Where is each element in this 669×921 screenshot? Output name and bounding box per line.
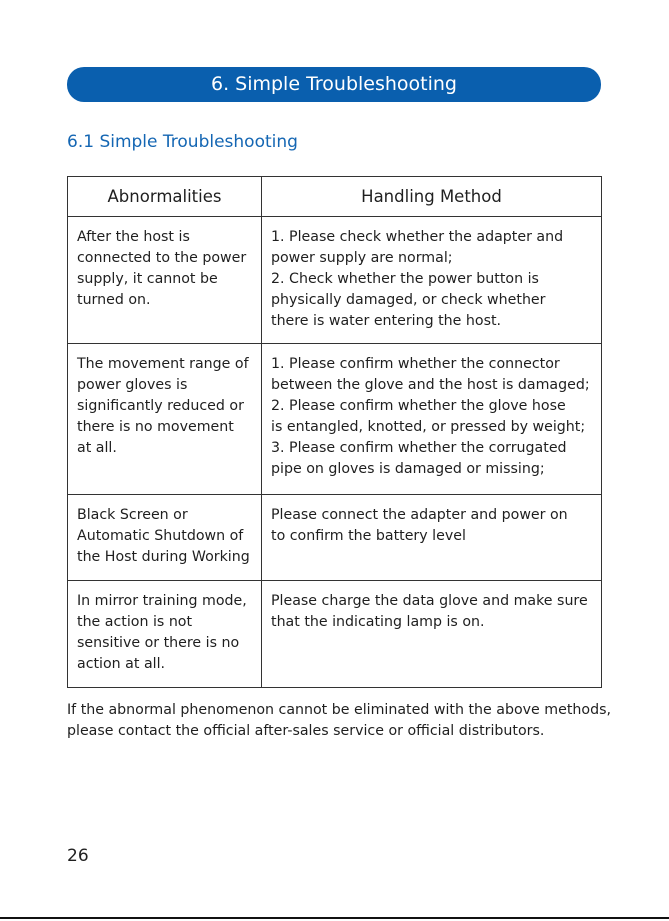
abnormality-cell: In mirror training mode, the action is not sensitive or there is no action at all. bbox=[68, 581, 262, 688]
handling-method-cell: Please connect the adapter and power on to confirm the battery level bbox=[262, 495, 602, 581]
handling-method-cell: 1. Please confirm whether the connector between the glove and the host is damaged; 2. Please confirm whether the glove hose is entangled, knotted, or pressed by weight; 3. Please confirm whether the corrugated pipe on gloves is damaged or missing; bbox=[262, 344, 602, 495]
table-header-row bbox=[68, 177, 602, 217]
support-note: If the abnormal phenomenon cannot be eliminated with the above methods, please contact the official after-sales service or official distributors. bbox=[67, 702, 611, 739]
column-header-handling-method: Handling Method bbox=[262, 177, 602, 217]
handling-method-cell: Please charge the data glove and make sure that the indicating lamp is on. bbox=[262, 581, 602, 688]
column-header-abnormalities: Abnormalities bbox=[68, 177, 262, 217]
table-row bbox=[68, 217, 602, 344]
handling-method-cell: 1. Please check whether the adapter and power supply are normal; 2. Check whether the power button is physically damaged, or check whether there is water entering the host. bbox=[262, 217, 602, 344]
table-row bbox=[68, 344, 602, 495]
chapter-title: 6. Simple Troubleshooting bbox=[210, 73, 457, 95]
troubleshooting-table bbox=[67, 176, 602, 688]
table-row bbox=[68, 581, 602, 688]
page-number: 26 bbox=[67, 846, 89, 866]
chapter-banner bbox=[67, 67, 601, 102]
section-title: 6.1 Simple Troubleshooting bbox=[67, 132, 298, 152]
page-bottom-divider bbox=[0, 917, 669, 919]
abnormality-cell: After the host is connected to the power supply, it cannot be turned on. bbox=[68, 217, 262, 344]
table-row bbox=[68, 495, 602, 581]
abnormality-cell: Black Screen or Automatic Shutdown of the Host during Working bbox=[68, 495, 262, 581]
abnormality-cell: The movement range of power gloves is significantly reduced or there is no movement at all. bbox=[68, 344, 262, 495]
